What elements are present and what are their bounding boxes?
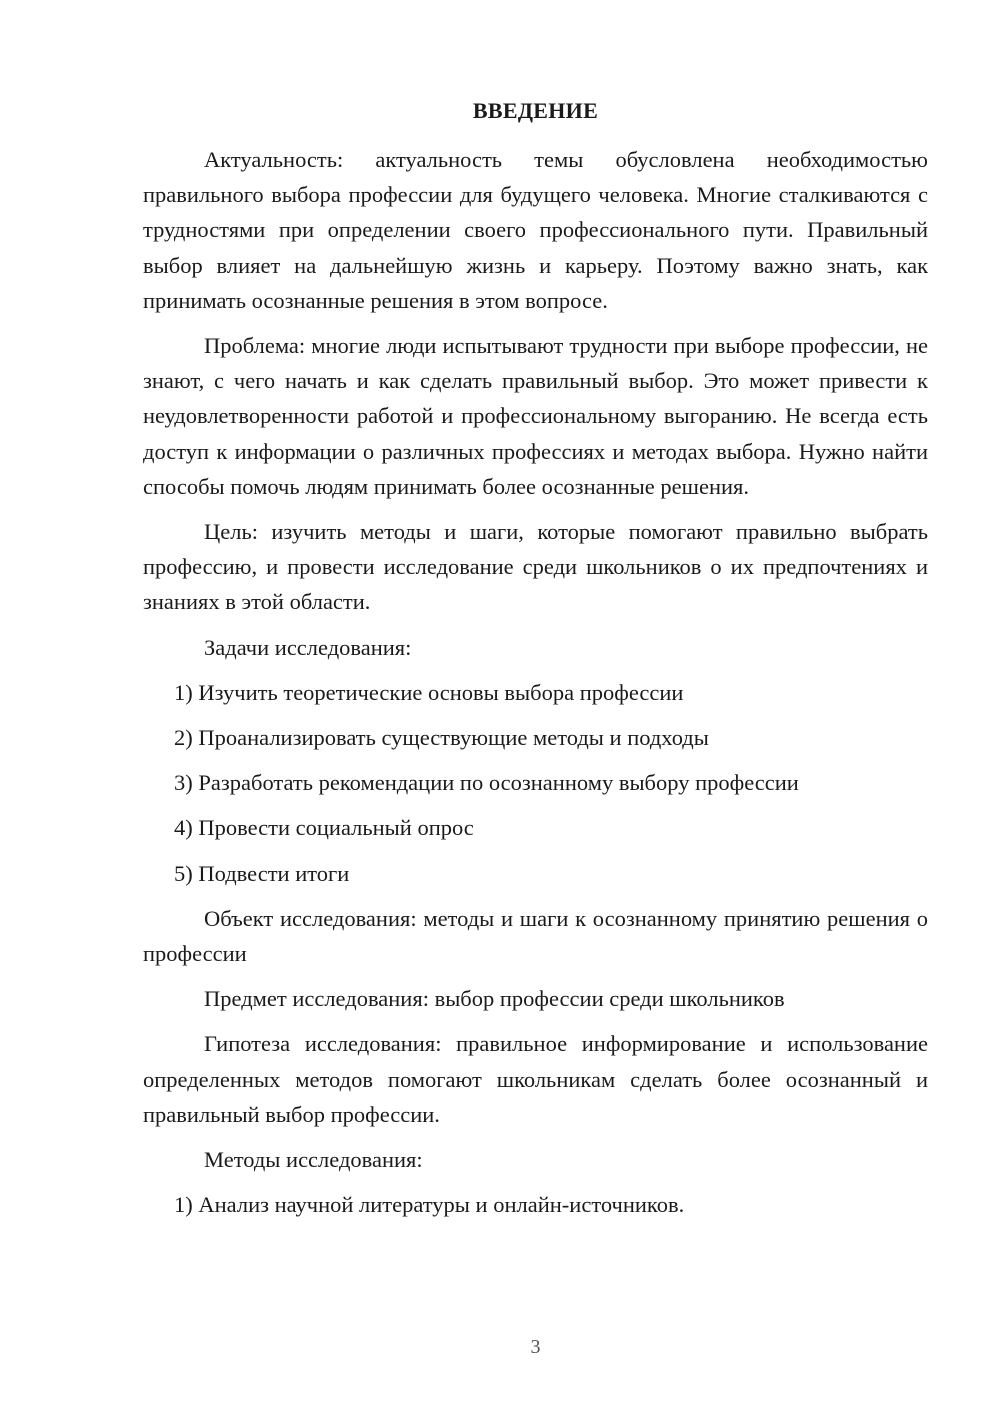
paragraph-subject: Предмет исследования: выбор профессии среди школьников bbox=[204, 986, 785, 1012]
document-page bbox=[143, 0, 928, 1414]
list-item: 1) Анализ научной литературы и онлайн-источников. bbox=[174, 1192, 685, 1218]
tasks-list bbox=[143, 675, 928, 891]
page-number: 3 bbox=[530, 1336, 541, 1358]
list-item: 1) Изучить теоретические основы выбора профессии bbox=[174, 679, 684, 705]
paragraph-problem: Проблема: многие люди испытывают трудности при выборе профессии, не знают, с чего начать и как сделать правильный выбор. Это может привести к неудовлетворенности работой и профессиональному выгоранию. Не всегда есть доступ к информации о различных профессиях и методах выбора. Нужно найти способы помочь людям принимать более осознанные решения. bbox=[143, 333, 928, 499]
list-item: 4) Провести социальный опрос bbox=[174, 815, 474, 841]
paragraph-object: Объект исследования: методы и шаги к осознанному принятию решения о профессии bbox=[143, 905, 928, 967]
list-item: 5) Подвести итоги bbox=[174, 860, 350, 886]
list-item: 2) Проанализировать существующие методы и подходы bbox=[174, 725, 709, 751]
methods-list bbox=[143, 1187, 928, 1222]
document-body bbox=[143, 142, 928, 1232]
methods-heading: Методы исследования: bbox=[204, 1147, 423, 1173]
list-item: 3) Разработать рекомендации по осознанному выбору профессии bbox=[174, 770, 799, 796]
paragraph-hypothesis: Гипотеза исследования: правильное информирование и использование определенных методов помогают школьникам сделать более осознанный и правильный выбор профессии. bbox=[143, 1031, 928, 1127]
paragraph-goal: Цель: изучить методы и шаги, которые помогают правильно выбрать профессию, и провести исследование среди школьников о их предпочтениях и знаниях в этой области. bbox=[143, 519, 928, 615]
tasks-heading: Задачи исследования: bbox=[204, 634, 412, 660]
paragraph-relevance: Актуальность: актуальность темы обусловлена необходимостью правильного выбора профессии для будущего человека. Многие сталкиваются с трудностями при определении своего профессионального пути. Правильный выбор влияет на дальнейшую жизнь и карьеру. Поэтому важно знать, как принимать осознанные решения в этом вопросе. bbox=[143, 147, 928, 313]
page-title: ВВЕДЕНИЕ bbox=[472, 98, 599, 123]
